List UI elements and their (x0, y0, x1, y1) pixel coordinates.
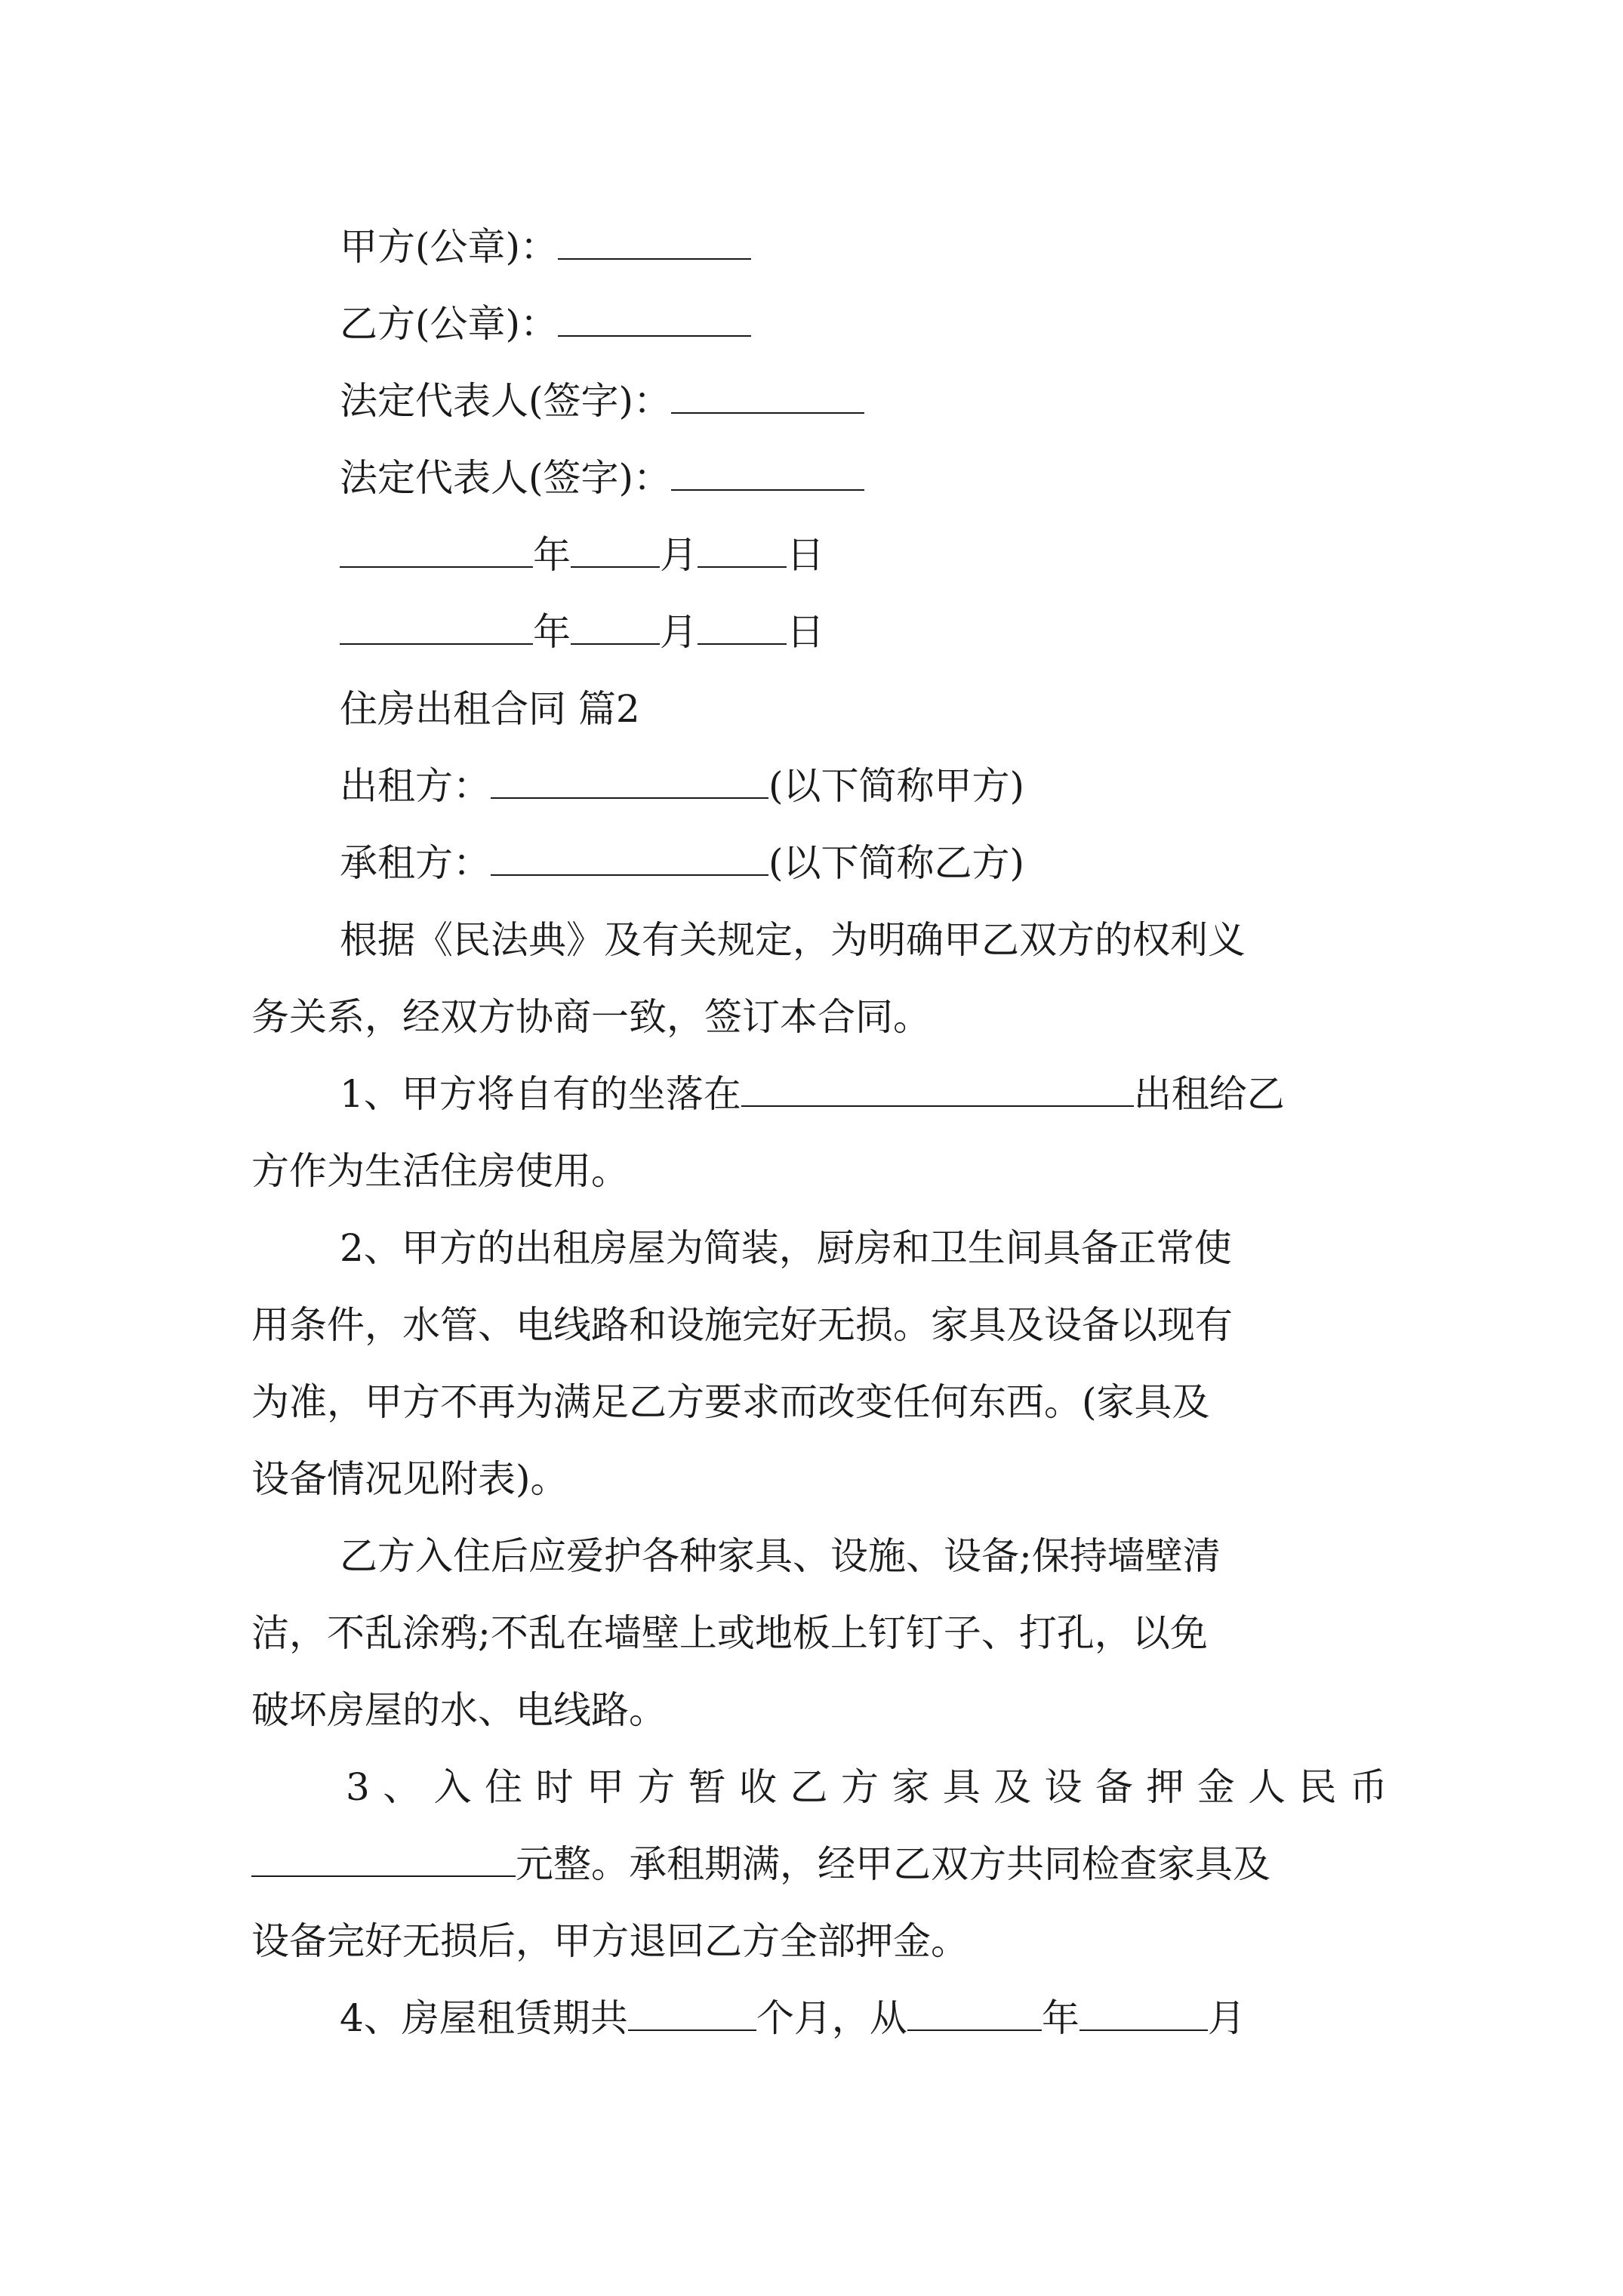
clause-3-line-1-char: 入 (433, 1765, 472, 1809)
clause-1-part-1: 1、甲方将自有的坐落在 (340, 1072, 741, 1116)
lessee-line (340, 839, 1024, 887)
day-label: 日 (787, 533, 824, 577)
year-blank (340, 609, 533, 645)
clause-3-line-3: 设备完好无损后，甲方退回乙方全部押金。 (251, 1919, 969, 1963)
legal-rep-2-blank (671, 455, 864, 491)
clause-1-line-1 (340, 1070, 1285, 1118)
clause-1-address-blank (741, 1071, 1134, 1107)
date-line-2 (340, 608, 824, 656)
clause-3-line-1-char: 及 (993, 1765, 1032, 1809)
lessor-label: 出租方： (340, 764, 491, 808)
clause-2-line-4: 设备情况见附表)。 (251, 1457, 568, 1501)
lessor-blank (491, 763, 768, 799)
clause-3-line-1-char: 时 (535, 1765, 574, 1809)
clause-4-part-3: 年 (1041, 1996, 1079, 2040)
clause-3-line-1-char: 方 (637, 1765, 676, 1809)
clause-2-line-1: 2、甲方的出租房屋为简装，厨房和卫生间具备正常使 (340, 1226, 1232, 1270)
clause-4-part-4: 月 (1207, 1996, 1246, 2040)
clause-3-line-1-char: 押 (1146, 1765, 1184, 1809)
clause-3-line-1-char: 金 (1196, 1765, 1235, 1809)
clause-3-line-1-char: 备 (1095, 1765, 1133, 1809)
clause-2-line-2: 用条件，水管、电线路和设施完好无损。家具及设备以现有 (251, 1303, 1233, 1347)
clause-3-line-1-char: 设 (1044, 1765, 1083, 1809)
clause-3-line-1-char: 人 (1248, 1765, 1286, 1809)
clause-3-line-1-char: 收 (739, 1765, 778, 1809)
party-a-seal-label: 甲方(公章)： (340, 225, 559, 269)
lessee-note: (以下简称乙方) (768, 841, 1025, 885)
clause-3-line-2 (251, 1840, 1270, 1888)
clause-2b-line-1: 乙方入住后应爱护各种家具、设施、设备;保持墙壁清 (340, 1534, 1221, 1578)
start-month-blank (1079, 1995, 1208, 2031)
clause-3-line-1-char: 民 (1298, 1765, 1337, 1809)
month-label: 月 (660, 610, 698, 654)
clause-4-part-1: 4、房屋租赁期共 (340, 1996, 628, 2040)
clause-3-line-1-char: 暂 (688, 1765, 726, 1809)
legal-rep-2-label: 法定代表人(签字)： (340, 456, 672, 500)
clause-2-line-3: 为准，甲方不再为满足乙方要求而改变任何东西。(家具及 (251, 1380, 1210, 1424)
clause-3-line-1-char: 币 (1349, 1765, 1387, 1809)
lease-months-blank (628, 1995, 756, 2031)
lessee-label: 承租方： (340, 841, 491, 885)
deposit-amount-blank (251, 1841, 516, 1877)
party-b-seal-line (340, 300, 751, 348)
clause-3-line-1-char: 3 (346, 1765, 370, 1809)
party-a-seal-line (340, 223, 751, 271)
month-blank (571, 532, 660, 568)
clause-2b-line-2: 洁，不乱涂鸦;不乱在墙壁上或地板上钉钉子、打孔，以免 (251, 1611, 1208, 1655)
party-b-seal-label: 乙方(公章)： (340, 302, 559, 346)
month-blank (571, 609, 660, 645)
clause-3-line-1 (346, 1763, 1387, 1811)
clause-4-part-2: 个月，从 (756, 1996, 907, 2040)
year-blank (340, 532, 533, 568)
lessor-line (340, 762, 1024, 810)
day-blank (698, 609, 787, 645)
date-line-1 (340, 531, 824, 579)
clause-3-line-1-char: 家 (892, 1765, 930, 1809)
lessee-blank (491, 840, 768, 876)
lessor-note: (以下简称甲方) (768, 764, 1025, 808)
clause-3-line-1-char: 乙 (790, 1765, 828, 1809)
legal-rep-1-line (340, 377, 864, 425)
clause-1-line-2: 方作为生活住房使用。 (251, 1149, 629, 1193)
clause-3-line-1-char: 具 (942, 1765, 981, 1809)
day-blank (698, 532, 787, 568)
day-label: 日 (787, 610, 824, 654)
clause-3-line-2-text: 元整。承租期满，经甲乙双方共同检查家具及 (516, 1842, 1270, 1886)
start-year-blank (907, 1995, 1042, 2031)
party-a-seal-blank (558, 223, 751, 260)
clause-3-line-1-char: 住 (485, 1765, 523, 1809)
month-label: 月 (660, 533, 698, 577)
preamble-line-2: 务关系，经双方协商一致，签订本合同。 (251, 995, 931, 1039)
legal-rep-2-line (340, 454, 864, 502)
year-label: 年 (533, 533, 571, 577)
clause-2b-line-3: 破坏房屋的水、电线路。 (251, 1688, 667, 1732)
clause-3-line-1-char: 甲 (586, 1765, 624, 1809)
legal-rep-1-label: 法定代表人(签字)： (340, 379, 672, 423)
clause-3-line-1-char: 、 (383, 1765, 421, 1809)
party-b-seal-blank (558, 300, 751, 337)
legal-rep-1-blank (671, 378, 864, 414)
clause-4-line-1 (340, 1994, 1246, 2042)
preamble-line-1: 根据《民法典》及有关规定，为明确甲乙双方的权利义 (340, 918, 1246, 962)
year-label: 年 (533, 610, 571, 654)
section-title: 住房出租合同 篇2 (340, 687, 640, 731)
clause-1-part-2: 出租给乙 (1133, 1072, 1285, 1116)
clause-3-line-1-char: 方 (840, 1765, 879, 1809)
